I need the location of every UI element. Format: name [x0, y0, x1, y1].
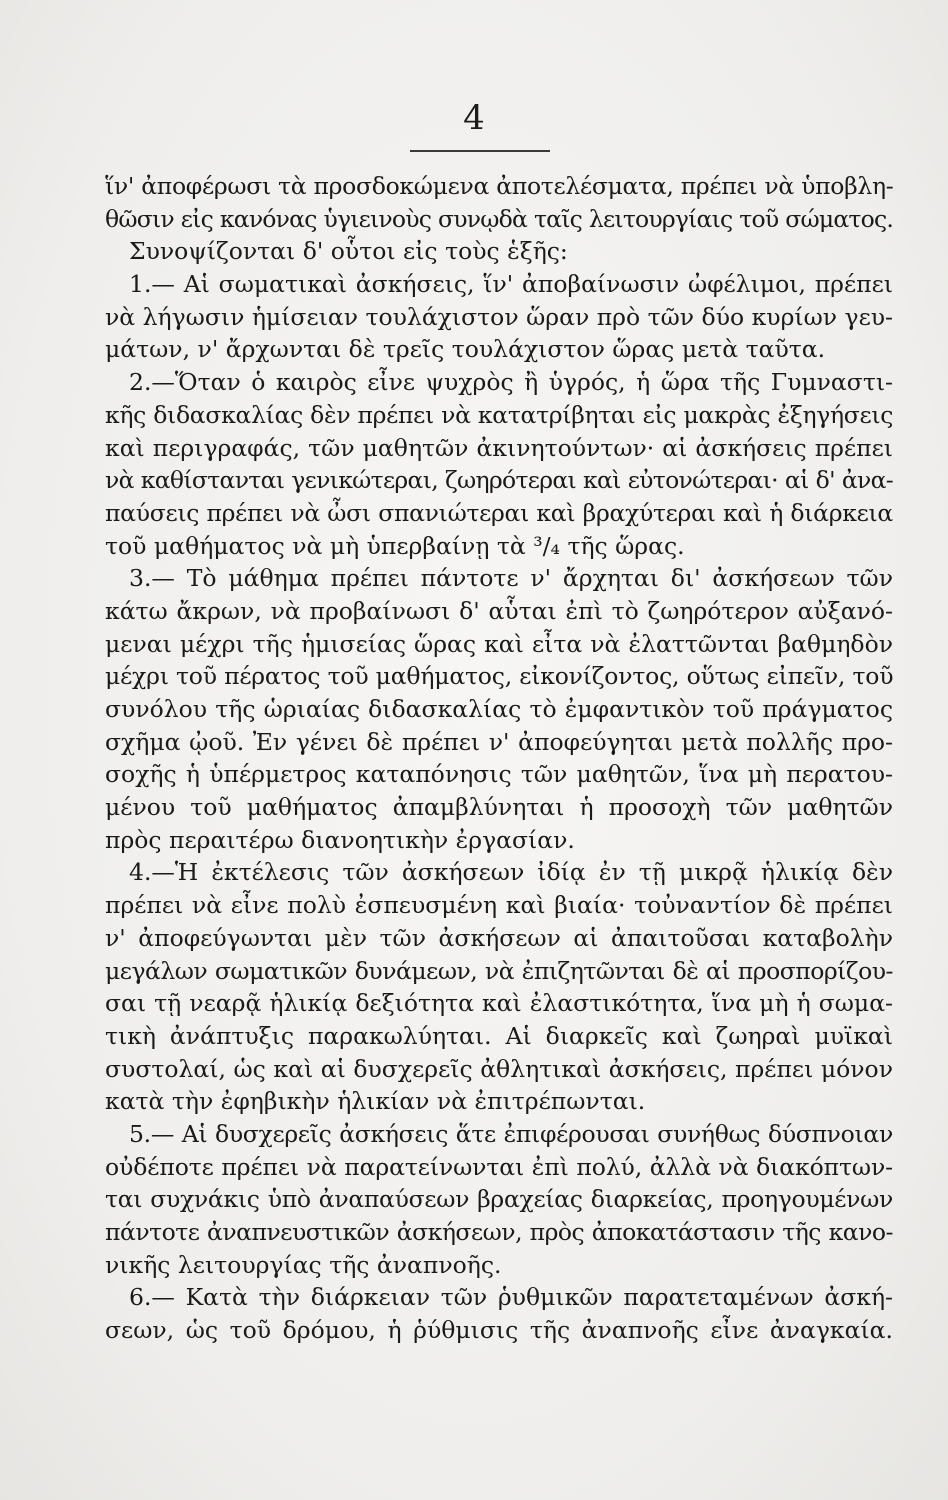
- text-line: μέχρι τοῦ πέρατος τοῦ μαθήματος, εἰκονίζοντος, οὕτως εἰπεῖν, τοῦ: [105, 662, 894, 691]
- text-line: 3.— Τὸ μάθημα πρέπει πάντοτε ν' ἄρχηται δι' ἀσκήσεων τῶν: [129, 564, 893, 593]
- page-number: 4: [463, 98, 485, 138]
- text-line: 2.—Ὅταν ὁ καιρὸς εἶνε ψυχρὸς ἢ ὑγρός, ἡ ὥρα τῆς Γυμναστι-: [129, 368, 893, 397]
- text-line: θῶσιν εἰς κανόνας ὑγιεινοὺς συνῳδὰ ταῖς λειτουργίαις τοῦ σώματος.: [105, 204, 893, 233]
- text-line: συστολαί, ὡς καὶ αἱ δυσχερεῖς ἀθλητικαὶ ἀσκήσεις, πρέπει μόνον: [105, 1054, 893, 1083]
- text-line: νὰ λήγωσιν ἡμίσειαν τουλάχιστον ὥραν πρὸ τῶν δύο κυρίων γευ-: [105, 302, 893, 331]
- text-line: κῆς διδασκαλίας δὲν πρέπει νὰ κατατρίβηται εἰς μακρὰς ἐξηγήσεις: [105, 400, 894, 429]
- header-rule: [410, 150, 550, 152]
- text-line: 4.—Ἡ ἐκτέλεσις τῶν ἀσκήσεων ἰδίᾳ ἐν τῇ μικρᾷ ἡλικίᾳ δὲν: [129, 858, 893, 887]
- text-line: πάντοτε ἀναπνευστικῶν ἀσκήσεων, πρὸς ἀποκατάστασιν τῆς κανο-: [105, 1218, 893, 1246]
- text-line: νικῆς λειτουργίας τῆς ἀναπνοῆς.: [105, 1250, 502, 1279]
- text-line: ἵν' ἀποφέρωσι τὰ προσδοκώμενα ἀποτελέσματα, πρέπει νὰ ὑποβλη-: [105, 172, 894, 200]
- text-line: Συνοψίζονται δ' οὗτοι εἰς τοὺς ἑξῆς:: [129, 237, 568, 266]
- text-line: πρέπει νὰ εἶνε πολὺ ἐσπευσμένη καὶ βιαία· τοὐναντίον δὲ πρέπει: [105, 891, 893, 920]
- text-line: σχῆμα ᾠοῦ. Ἐν γένει δὲ πρέπει ν' ἀποφεύγηται μετὰ πολλῆς προ-: [105, 727, 893, 756]
- text-line: 5.— Αἱ δυσχερεῖς ἀσκήσεις ἅτε ἐπιφέρουσαι συνήθως δύσπνοιαν: [129, 1119, 893, 1148]
- text-line: καὶ περιγραφάς, τῶν μαθητῶν ἀκινητούντων· αἱ ἀσκήσεις πρέπει: [105, 433, 893, 462]
- text-line: παύσεις πρέπει νὰ ὦσι σπανιώτεραι καὶ βραχύτεραι καὶ ἡ διάρκεια: [105, 498, 893, 527]
- text-line: μεγάλων σωματικῶν δυνάμεων, νὰ ἐπιζητῶνται δὲ αἱ προσπορίζου-: [105, 956, 893, 985]
- text-line: τικὴ ἀνάπτυξις παρακωλύηται. Αἱ διαρκεῖς καὶ ζωηραὶ μυϊκαὶ: [105, 1021, 893, 1050]
- text-line: ν' ἀποφεύγωνται μὲν τῶν ἀσκήσεων αἱ ἀπαιτοῦσαι καταβολὴν: [105, 923, 893, 952]
- text-line: μάτων, ν' ἄρχωνται δὲ τρεῖς τουλάχιστον ὥρας μετὰ ταῦτα.: [105, 335, 826, 364]
- text-line: σεων, ὡς τοῦ δρόμου, ἡ ῥύθμισις τῆς ἀναπνοῆς εἶνε ἀναγκαία.: [105, 1316, 893, 1345]
- text-line: σοχῆς ἡ ὑπέρμετρος καταπόνησις τῶν μαθητῶν, ἵνα μὴ περατου-: [105, 760, 893, 789]
- text-line: μένου τοῦ μαθήματος ἀπαμβλύνηται ἡ προσοχὴ τῶν μαθητῶν: [105, 793, 893, 822]
- text-line: τοῦ μαθήματος νὰ μὴ ὑπερβαίνῃ τὰ ³/₄ τῆς ὥρας.: [105, 531, 685, 560]
- text-line: σαι τῇ νεαρᾷ ἡλικίᾳ δεξιότητα καὶ ἐλαστικότητα, ἵνα μὴ ἡ σωμα-: [105, 989, 893, 1018]
- text-line: πρὸς περαιτέρω διανοητικὴν ἐργασίαν.: [105, 825, 575, 854]
- text-line: νὰ καθίστανται γενικώτεραι, ζωηρότεραι καὶ εὐτονώτεραι· αἱ δ' ἀνα-: [105, 466, 893, 495]
- text-line: κατὰ τὴν ἐφηβικὴν ἡλικίαν νὰ ἐπιτρέπωνται.: [105, 1087, 646, 1116]
- text-line: ται συχνάκις ὑπὸ ἀναπαύσεων βραχείας διαρκείας, προηγουμένων: [105, 1185, 893, 1214]
- text-line: 6.— Κατὰ τὴν διάρκειαν τῶν ῥυθμικῶν παρατεταμένων ἀσκή-: [129, 1283, 893, 1312]
- text-line: συνόλου τῆς ὡριαίας διδασκαλίας τὸ ἐμφαντικὸν τοῦ πράγματος: [105, 695, 893, 723]
- text-line: οὐδέποτε πρέπει νὰ παρατείνωνται ἐπὶ πολύ, ἀλλὰ νὰ διακόπτων-: [105, 1152, 893, 1181]
- text-line: 1.— Αἱ σωματικαὶ ἀσκήσεις, ἵν' ἀποβαίνωσιν ὠφέλιμοι, πρέπει: [129, 270, 893, 299]
- text-line: μεναι μέχρι τῆς ἡμισείας ὥρας καὶ εἶτα νὰ ἐλαττῶνται βαθμηδὸν: [105, 629, 893, 658]
- body-text: [105, 170, 893, 1347]
- text-line: κάτω ἄκρων, νὰ προβαίνωσι δ' αὗται ἐπὶ τὸ ζωηρότερον αὐξανό-: [105, 596, 893, 625]
